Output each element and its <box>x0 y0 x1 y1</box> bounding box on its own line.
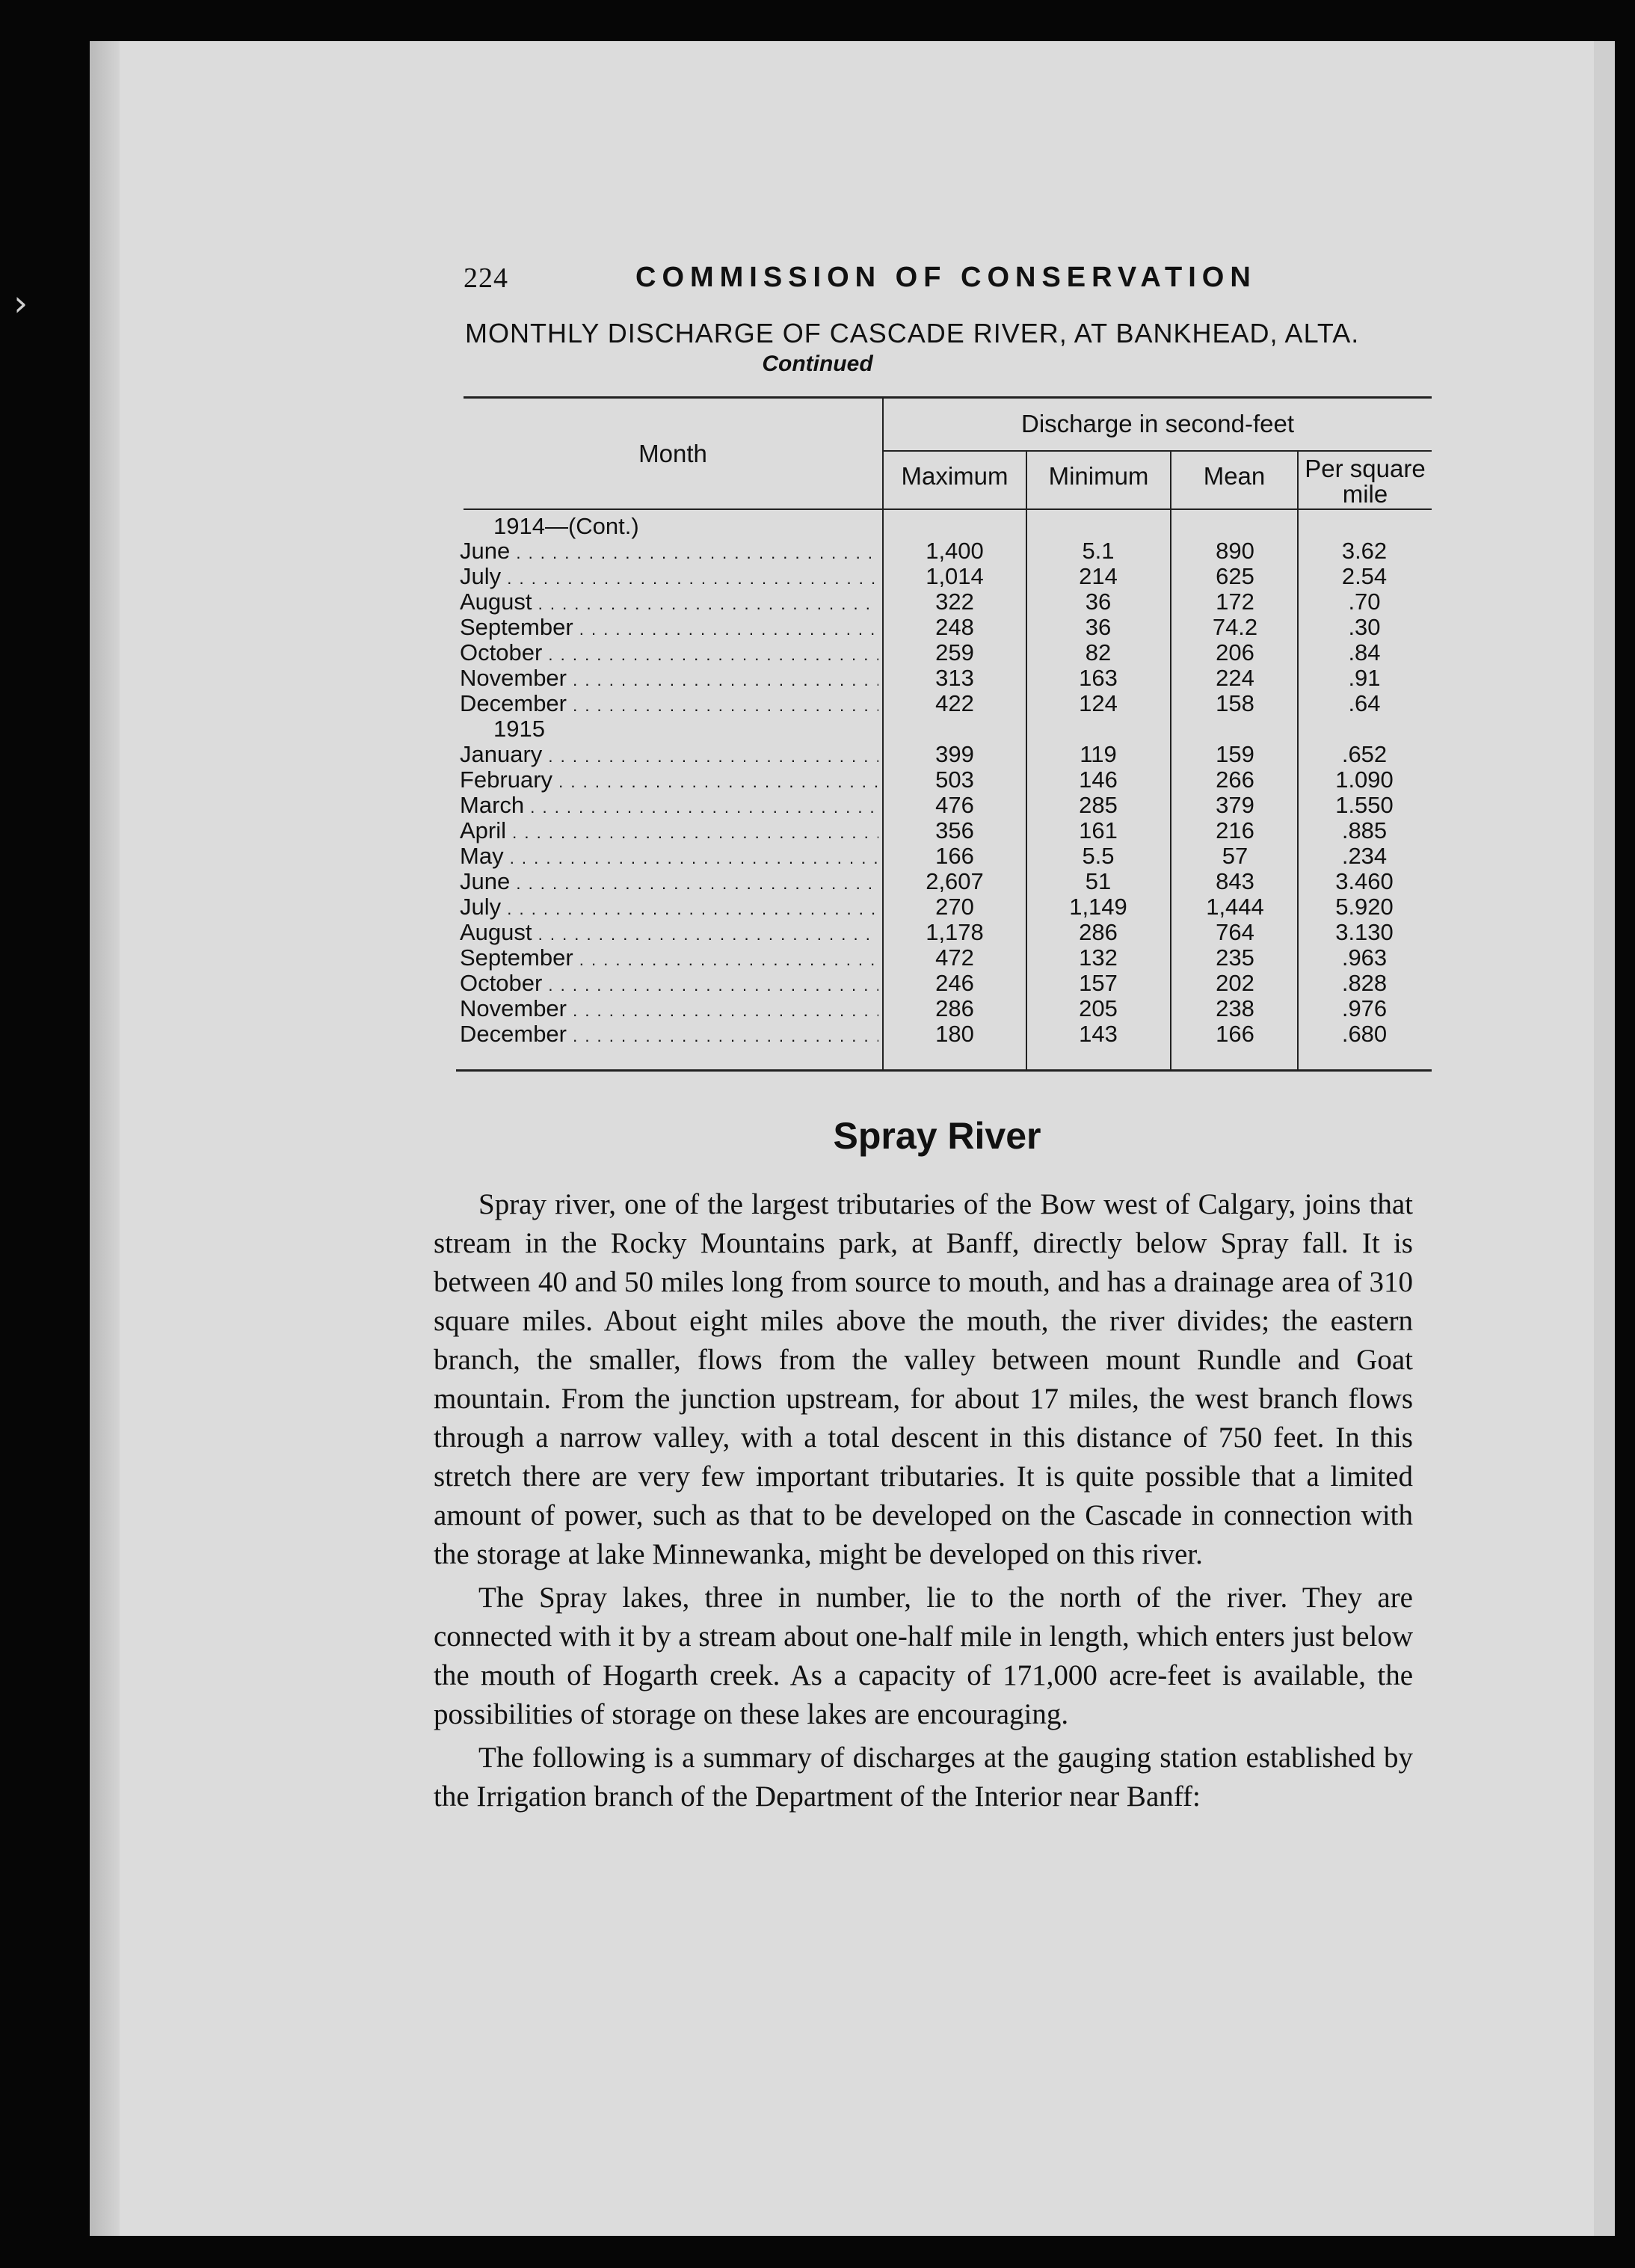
minimum-cell: 286 <box>1079 919 1118 945</box>
mean-cell: 172 <box>1216 588 1254 615</box>
per-square-mile-cell: .976 <box>1341 995 1388 1021</box>
table-row <box>452 793 1432 818</box>
month-cell: December . . . <box>460 1021 878 1047</box>
per-square-mile-cell: .885 <box>1341 817 1388 843</box>
month-cell: November . . . <box>460 666 878 691</box>
per-square-mile-cell: 2.54 <box>1341 563 1388 589</box>
table-row <box>452 767 1432 793</box>
table-row <box>452 894 1432 920</box>
minimum-cell: 132 <box>1079 944 1118 971</box>
maximum-cell: 2,607 <box>926 868 984 894</box>
table-row <box>452 640 1432 666</box>
maximum-cell: 246 <box>935 970 974 996</box>
month-cell: November . . . <box>460 996 878 1021</box>
minimum-cell: 51 <box>1085 868 1112 894</box>
table-row <box>452 996 1432 1021</box>
mean-cell: 206 <box>1216 639 1254 666</box>
per-square-mile-cell: 5.920 <box>1335 894 1394 920</box>
mean-cell: 266 <box>1216 766 1254 793</box>
table-bottom-rule <box>456 1069 1432 1072</box>
month-cell: March . . . <box>460 793 878 818</box>
maximum-cell: 248 <box>935 614 974 640</box>
per-square-mile-cell: .963 <box>1341 944 1388 971</box>
year-label-1914: 1914—(Cont.) <box>493 513 639 539</box>
maximum-cell: 166 <box>935 843 974 869</box>
per-square-mile-cell: .234 <box>1341 843 1388 869</box>
section-body <box>434 1185 1413 1821</box>
table-subtitle: Continued <box>762 351 873 376</box>
month-cell: December . . . <box>460 691 878 716</box>
maximum-cell: 356 <box>935 817 974 843</box>
page-header <box>464 262 1635 307</box>
section-heading: Spray River <box>833 1115 1041 1157</box>
table-row <box>452 843 1432 869</box>
maximum-cell: 476 <box>935 792 974 818</box>
per-square-mile-cell: .70 <box>1348 588 1381 615</box>
minimum-cell: 163 <box>1079 665 1118 691</box>
per-square-mile-column-header: Per square mile <box>1305 455 1426 508</box>
maximum-cell: 322 <box>935 588 974 615</box>
maximum-cell: 422 <box>935 690 974 716</box>
table-row <box>452 945 1432 971</box>
table-top-rule <box>464 396 1432 399</box>
mean-cell: 216 <box>1216 817 1254 843</box>
minimum-cell: 205 <box>1079 995 1118 1021</box>
mean-cell: 1,444 <box>1206 894 1264 920</box>
minimum-cell: 1,149 <box>1069 894 1127 920</box>
month-column-header: Month <box>638 440 707 467</box>
minimum-cell: 5.5 <box>1082 843 1115 869</box>
table-row <box>452 742 1432 767</box>
mean-cell: 166 <box>1216 1021 1254 1047</box>
table-row <box>452 691 1432 716</box>
mean-cell: 625 <box>1216 563 1254 589</box>
month-cell: June . . . <box>460 869 878 894</box>
per-square-mile-cell: .84 <box>1348 639 1381 666</box>
mean-cell: 158 <box>1216 690 1254 716</box>
per-square-mile-cell: 1.090 <box>1335 766 1394 793</box>
mean-cell: 238 <box>1216 995 1254 1021</box>
table-row <box>452 869 1432 894</box>
per-square-mile-cell: .30 <box>1348 614 1381 640</box>
minimum-cell: 157 <box>1079 970 1118 996</box>
minimum-cell: 36 <box>1085 614 1112 640</box>
month-cell: April . . . <box>460 818 878 843</box>
maximum-cell: 399 <box>935 741 974 767</box>
month-cell: July . . . <box>460 564 878 589</box>
per-square-mile-cell: .91 <box>1348 665 1381 691</box>
maximum-cell: 313 <box>935 665 974 691</box>
maximum-cell: 1,178 <box>926 919 984 945</box>
scan-edge-mark-icon: › <box>13 283 28 325</box>
maximum-cell: 180 <box>935 1021 974 1047</box>
minimum-cell: 161 <box>1079 817 1118 843</box>
minimum-cell: 36 <box>1085 588 1112 615</box>
per-square-mile-cell: .64 <box>1348 690 1381 716</box>
minimum-column-header: Minimum <box>1048 462 1149 490</box>
minimum-cell: 214 <box>1079 563 1118 589</box>
mean-cell: 764 <box>1216 919 1254 945</box>
discharge-group-header: Discharge in second-feet <box>1020 410 1295 437</box>
maximum-cell: 1,400 <box>926 538 984 564</box>
mean-cell: 159 <box>1216 741 1254 767</box>
table-title: MONTHLY DISCHARGE OF CASCADE RIVER, AT BANKHEAD, ALTA. <box>465 318 1360 348</box>
minimum-cell: 143 <box>1079 1021 1118 1047</box>
table-row <box>452 615 1432 640</box>
month-cell: May . . . <box>460 843 878 869</box>
month-cell: February . . . <box>460 767 878 793</box>
maximum-cell: 286 <box>935 995 974 1021</box>
mean-cell: 57 <box>1222 843 1248 869</box>
mean-cell: 224 <box>1216 665 1254 691</box>
minimum-cell: 124 <box>1079 690 1118 716</box>
per-square-mile-cell: .828 <box>1341 970 1388 996</box>
maximum-column-header: Maximum <box>901 462 1009 490</box>
paragraph-2: The Spray lakes, three in number, lie to the north of the river. They are connected with it by a stream about one-half mile in length, which enters just below the mouth of Hogarth creek. As a capacity of 171,000 acre-feet is available, the possibilities of storage on these lakes are encouraging. <box>434 1582 1413 1730</box>
minimum-cell: 5.1 <box>1082 538 1115 564</box>
month-cell: October . . . <box>460 640 878 666</box>
month-cell: January . . . <box>460 742 878 767</box>
paragraph-1: Spray river, one of the largest tributaries of the Bow west of Calgary, joins that stream in the Rocky Mountains park, at Banff, directly below Spray fall. It is between 40 and 50 miles long from source to mouth, and has a drainage area of 310 square miles. About eight miles above the mouth, the river divides; the eastern branch, the smaller, flows from the valley between mount Rundle and Goat mountain. From the junction upstream, for about 17 miles, the west branch flows through a narrow valley, with a total descent in this distance of 750 feet. In this stretch there are very few important tributaries. It is quite possible that a limited amount of power, such as that to be developed on the Cascade in connection with the storage at lake Minnewanka, might be developed on this river. <box>434 1188 1413 1570</box>
header-bottom-rule <box>464 508 1432 510</box>
paragraph-3: The following is a summary of discharges at the gauging station established by the Irrigation branch of the Department of the Interior near Banff: <box>434 1742 1413 1813</box>
per-square-mile-cell: .652 <box>1341 741 1388 767</box>
month-cell: September . . . <box>460 945 878 971</box>
table-row <box>452 971 1432 996</box>
per-square-mile-cell: 1.550 <box>1335 792 1394 818</box>
mean-cell: 202 <box>1216 970 1254 996</box>
month-cell: August . . . <box>460 589 878 615</box>
table-row <box>452 564 1432 589</box>
per-square-mile-cell: .680 <box>1341 1021 1388 1047</box>
table-row <box>452 589 1432 615</box>
table-row <box>452 666 1432 691</box>
table-row <box>452 920 1432 945</box>
month-cell: October . . . <box>460 971 878 996</box>
per-square-mile-cell: 3.460 <box>1335 868 1394 894</box>
minimum-cell: 119 <box>1080 741 1117 767</box>
month-cell: June . . . <box>460 538 878 564</box>
group-header-rule <box>882 450 1432 452</box>
mean-cell: 843 <box>1216 868 1254 894</box>
table-row <box>452 818 1432 843</box>
month-cell: July . . . <box>460 894 878 920</box>
page-number: 224 <box>464 262 508 294</box>
running-head: COMMISSION OF CONSERVATION <box>635 262 1257 293</box>
year-label-1915: 1915 <box>493 716 545 742</box>
mean-cell: 74.2 <box>1212 614 1258 640</box>
maximum-cell: 259 <box>935 639 974 666</box>
minimum-cell: 146 <box>1079 766 1118 793</box>
per-square-mile-cell: 3.130 <box>1335 919 1394 945</box>
table-row <box>452 1021 1432 1047</box>
month-cell: September . . . <box>460 615 878 640</box>
minimum-cell: 82 <box>1085 639 1112 666</box>
minimum-cell: 285 <box>1079 792 1118 818</box>
month-cell: August . . . <box>460 920 878 945</box>
mean-cell: 890 <box>1216 538 1254 564</box>
maximum-cell: 270 <box>935 894 974 920</box>
mean-column-header: Mean <box>1203 462 1266 490</box>
table-row <box>452 538 1432 564</box>
mean-cell: 379 <box>1216 792 1254 818</box>
discharge-table <box>452 396 1432 1092</box>
maximum-cell: 472 <box>935 944 974 971</box>
maximum-cell: 1,014 <box>926 563 984 589</box>
per-square-mile-cell: 3.62 <box>1341 538 1388 564</box>
maximum-cell: 503 <box>935 766 974 793</box>
mean-cell: 235 <box>1216 944 1254 971</box>
